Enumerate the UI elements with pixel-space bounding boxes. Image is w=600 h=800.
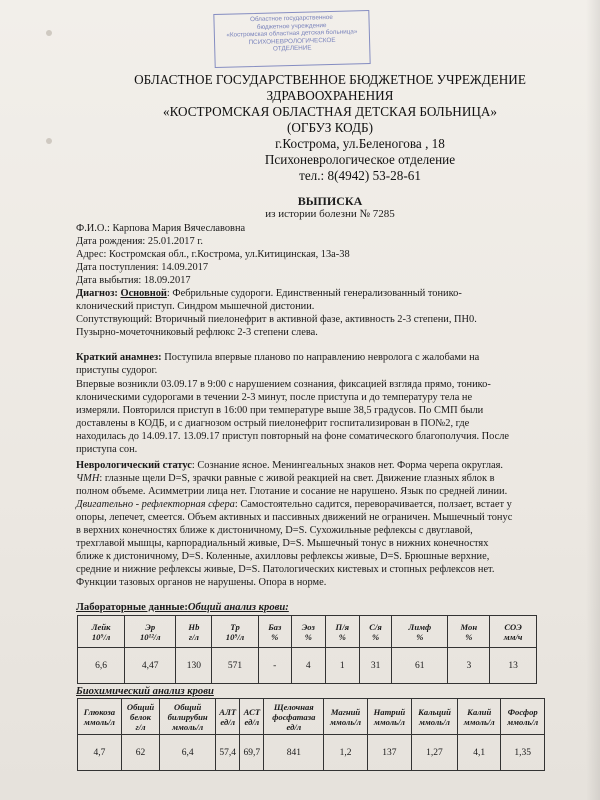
header-text: ммоль/л	[83, 716, 115, 727]
anamnesis-line: измеряли. Повторился приступ в 16:00 при температуре выше 38,5 градусов. По СМП были	[76, 405, 484, 416]
stamp-line: ОТДЕЛЕНИЕ	[272, 44, 312, 53]
header-text: %	[338, 631, 346, 642]
neuro-status-line: ближе к дистоничному, D=S. Коленные, ахилловы рефлексы живые, D=S. Брюшные верхние,	[76, 551, 490, 562]
neuro-status-line: средние и нижние рефлексы живые, D=S. Патологических кистевых и стопных рефлексов нет.	[76, 564, 495, 575]
header-text: С/я	[369, 621, 382, 632]
table-header-cell	[240, 699, 264, 735]
header-text: Общий	[174, 701, 202, 712]
neuro-text: : Самостоятельно садится, переворачивается, ползает, встает у	[234, 499, 512, 510]
table-header-cell	[176, 616, 212, 648]
header-text: фосфатаза	[272, 711, 316, 722]
header-text: %	[271, 631, 279, 642]
table-value-cell: 57,4	[216, 735, 240, 771]
cbc-label: Общий анализ крови:	[187, 602, 289, 613]
header-text: билирубин	[167, 711, 208, 722]
lab-label: Лабораторные данные:	[76, 602, 188, 613]
cbc-value-row	[78, 648, 537, 684]
table-value-cell: 130	[176, 648, 212, 684]
header-text: %	[371, 631, 380, 642]
header-text: Эр	[145, 621, 156, 632]
table-header-cell	[78, 616, 125, 648]
header-text: АЛТ	[219, 706, 237, 717]
anamnesis-line: доставлены в КОДБ, и с диагнозом острый пиелонефрит госпитализирован в ПО№2, где	[76, 418, 470, 429]
table-header-cell	[412, 699, 458, 735]
header-text: СОЭ	[504, 621, 522, 632]
header-org-line2: ЗДРАВООХРАНЕНИЯ	[266, 88, 394, 103]
stamp-line: бюджетное учреждение	[256, 21, 327, 31]
table-value-cell: 61	[392, 648, 448, 684]
header-text: ммоль/л	[463, 716, 495, 727]
table-value-cell: 4,7	[78, 735, 122, 771]
table-header-cell	[324, 699, 367, 735]
admission-date: Дата поступления: 14.09.2017	[76, 262, 209, 273]
table-header-cell	[121, 699, 159, 735]
header-text: ммоль/л	[507, 716, 539, 727]
lab-section-heading	[76, 602, 289, 613]
binder-hole	[46, 30, 52, 36]
table-header-cell	[160, 699, 216, 735]
header-department: Психоневрологическое отделение	[264, 152, 456, 167]
table-header-cell	[448, 616, 490, 648]
header-text: %	[304, 631, 312, 642]
table-value-cell: 1	[325, 648, 359, 684]
header-text: Щелочная	[273, 701, 314, 712]
table-value-cell: 3	[448, 648, 490, 684]
header-text: Натрий	[373, 706, 406, 717]
table-header-cell	[457, 699, 500, 735]
header-text: Магний	[330, 706, 361, 717]
neuro-status-line	[76, 459, 503, 472]
header-text: Эоз	[301, 621, 315, 632]
header-text: %	[416, 631, 424, 642]
anamnesis-line	[76, 351, 479, 364]
anamnesis-line: клоническими судорогами в течении 2-3 минут, после приступа и до температуру тела не	[76, 392, 473, 403]
table-value-cell: 4,1	[457, 735, 500, 771]
biochem-value-row	[78, 735, 545, 771]
neuro-status-line: опоры, лепечет, смеется. Объем активных и пассивных движений не ограничен. Мышечный тонус	[76, 512, 513, 523]
anamnesis-line: Впервые возникли 03.09.17 в 9:00 с нарушением сознания, фиксацией взгляда прямо, тонико-	[76, 379, 491, 390]
header-address: г.Кострома, ул.Беленогова , 18	[275, 136, 445, 151]
neuro-status-label: Неврологический статус	[76, 460, 192, 471]
header-text: Общий	[126, 701, 155, 712]
header-text: АСТ	[243, 706, 261, 717]
diagnosis-main-cont: клонический приступ. Синдром мышечной дистонии.	[76, 301, 315, 312]
biochem-header-row	[78, 699, 545, 735]
table-value-cell: 571	[212, 648, 258, 684]
table-value-cell: 6,6	[78, 648, 125, 684]
header-text: П/я	[335, 621, 350, 632]
table-header-cell	[125, 616, 176, 648]
header-text: ед/л	[286, 721, 302, 732]
table-header-cell	[78, 699, 122, 735]
header-text: мм/ч	[503, 631, 523, 642]
table-value-cell: 13	[490, 648, 537, 684]
document-title: ВЫПИСКА	[297, 194, 363, 208]
header-text: 10¹²/л	[139, 631, 161, 642]
table-header-cell	[264, 699, 324, 735]
table-header-cell	[359, 616, 391, 648]
table-value-cell: -	[258, 648, 291, 684]
header-text: Калий	[467, 706, 492, 717]
neuro-status-line: Функции тазовых органов не нарушены. Опора в норме.	[76, 577, 327, 588]
table-value-cell: 1,2	[324, 735, 367, 771]
table-header-cell	[367, 699, 411, 735]
header-text: 10⁹/л	[225, 631, 245, 642]
header-text: Мон	[460, 621, 478, 632]
table-value-cell: 1,27	[412, 735, 458, 771]
header-text: белок	[130, 711, 151, 722]
neuro-text: : глазные щели D=S, зрачки равные с живой реакцией на свет. Движение глазных яблок в	[99, 473, 495, 484]
anamnesis-line: приступа сон.	[76, 444, 138, 455]
table-value-cell: 4,47	[125, 648, 176, 684]
header-text: ммоль/л	[172, 721, 204, 732]
header-org-line1: ОБЛАСТНОЕ ГОСУДАРСТВЕННОЕ БЮДЖЕТНОЕ УЧРЕЖДЕНИЕ	[134, 72, 526, 87]
stamp-line: ПСИХОНЕВРОЛОГИЧЕСКОЕ	[248, 36, 336, 46]
table-header-cell	[216, 699, 240, 735]
header-text: г/л	[135, 721, 146, 732]
table-value-cell: 31	[359, 648, 391, 684]
header-hospital-name: «КОСТРОМСКАЯ ОБЛАСТНАЯ ДЕТСКАЯ БОЛЬНИЦА»	[163, 104, 497, 119]
cbc-table	[77, 615, 537, 684]
header-text: Глюкоза	[83, 706, 116, 717]
table-value-cell: 4	[292, 648, 326, 684]
header-text: ед/л	[220, 716, 236, 727]
anamnesis-line: приступы судорог.	[76, 365, 158, 376]
binder-hole	[46, 138, 52, 144]
header-text: Hb	[188, 621, 200, 632]
header-abbr: (ОГБУЗ КОДБ)	[286, 120, 373, 135]
anamnesis-line: находилась до 14.09.17. 13.09.17 приступ повторный на фоне соматического благополучия. После	[76, 431, 510, 442]
biochem-table	[77, 698, 545, 771]
neuro-status-line: полном объеме. Асимметрии лица нет. Глотание и сосание не нарушено. Язык по средней линии.	[76, 486, 508, 497]
table-value-cell: 6,4	[160, 735, 216, 771]
table-header-cell	[325, 616, 359, 648]
neuro-status-line: в верхних конечностях ближе к дистоничному, D=S. Сухожильные рефлексы с двуглавой,	[76, 525, 473, 536]
stamp-line: «Костромская областная детская больница»	[226, 28, 358, 39]
table-header-cell	[292, 616, 326, 648]
header-text: Лимф	[408, 621, 432, 632]
header-phone: тел.: 8(4942) 53-28-61	[299, 168, 421, 183]
chmn-label: ЧМН	[76, 473, 100, 484]
header-text: 10⁹/л	[91, 631, 111, 642]
header-text: Баз	[268, 621, 282, 632]
patient-address: Адрес: Костромская обл., г.Кострома, ул.Китицинская, 13а-38	[76, 249, 350, 260]
table-header-cell	[501, 699, 545, 735]
diagnosis-label: Диагноз:	[76, 288, 118, 299]
patient-name: Ф.И.О.: Карпова Мария Вячеславовна	[76, 223, 246, 234]
table-value-cell: 69,7	[240, 735, 264, 771]
neuro-status-line	[76, 472, 495, 485]
header-text: Tp	[230, 621, 240, 632]
neuro-text: : Сознание ясное. Менингеальных знаков нет. Форма черепа округлая.	[191, 460, 503, 471]
stamp-line: Областное государственное	[249, 13, 333, 24]
table-value-cell: 1,35	[501, 735, 545, 771]
cbc-header-row	[78, 616, 537, 648]
diagnosis-main-text: : Фебрильные судороги. Единственный генерализованный тонико-	[166, 288, 462, 299]
header-text: ммоль/л	[373, 716, 405, 727]
diagnosis-main	[76, 287, 462, 300]
anamnesis-text: Поступила впервые планово по направлению невролога с жалобами на	[161, 352, 480, 363]
table-value-cell: 62	[121, 735, 159, 771]
header-text: Кальций	[418, 706, 451, 717]
header-text: ммоль/л	[330, 716, 362, 727]
table-value-cell: 137	[367, 735, 411, 771]
table-header-cell	[212, 616, 258, 648]
table-header-cell	[258, 616, 291, 648]
header-text: Лейк	[91, 621, 111, 632]
header-text: %	[465, 631, 473, 642]
table-value-cell: 841	[264, 735, 324, 771]
department-stamp	[213, 10, 370, 68]
document-subtitle: из истории болезни № 7285	[265, 208, 395, 220]
header-text: ед/л	[244, 716, 260, 727]
table-header-cell	[392, 616, 448, 648]
neuro-status-line: трехглавой мышцы, карпорадиальный живые, D=S. Мышечный тонус в нижних конечностях	[76, 538, 489, 549]
diagnosis-comorbid-cont: Пузырно-мочеточниковый рефлюкс 2-3 степени слева.	[76, 327, 318, 338]
neuro-status-line	[76, 498, 512, 511]
discharge-date: Дата выбытия: 18.09.2017	[76, 275, 191, 286]
table-header-cell	[490, 616, 537, 648]
diagnosis-main-label: Основной	[120, 288, 167, 299]
biochem-heading: Биохимический анализ крови	[76, 686, 214, 697]
motor-sphere-label: Двигательно - рефлекторная сфера	[76, 499, 235, 510]
patient-birthdate: Дата рождения: 25.01.2017 г.	[76, 236, 203, 247]
header-text: ммоль/л	[418, 716, 450, 727]
header-text: г/л	[188, 631, 199, 642]
diagnosis-comorbid: Сопутствующий: Вторичный пиелонефрит в активной фазе, активность 2-3 степени, ПН0.	[76, 314, 477, 325]
anamnesis-label: Краткий анамнез:	[76, 352, 162, 363]
header-text: Фосфор	[507, 706, 538, 717]
